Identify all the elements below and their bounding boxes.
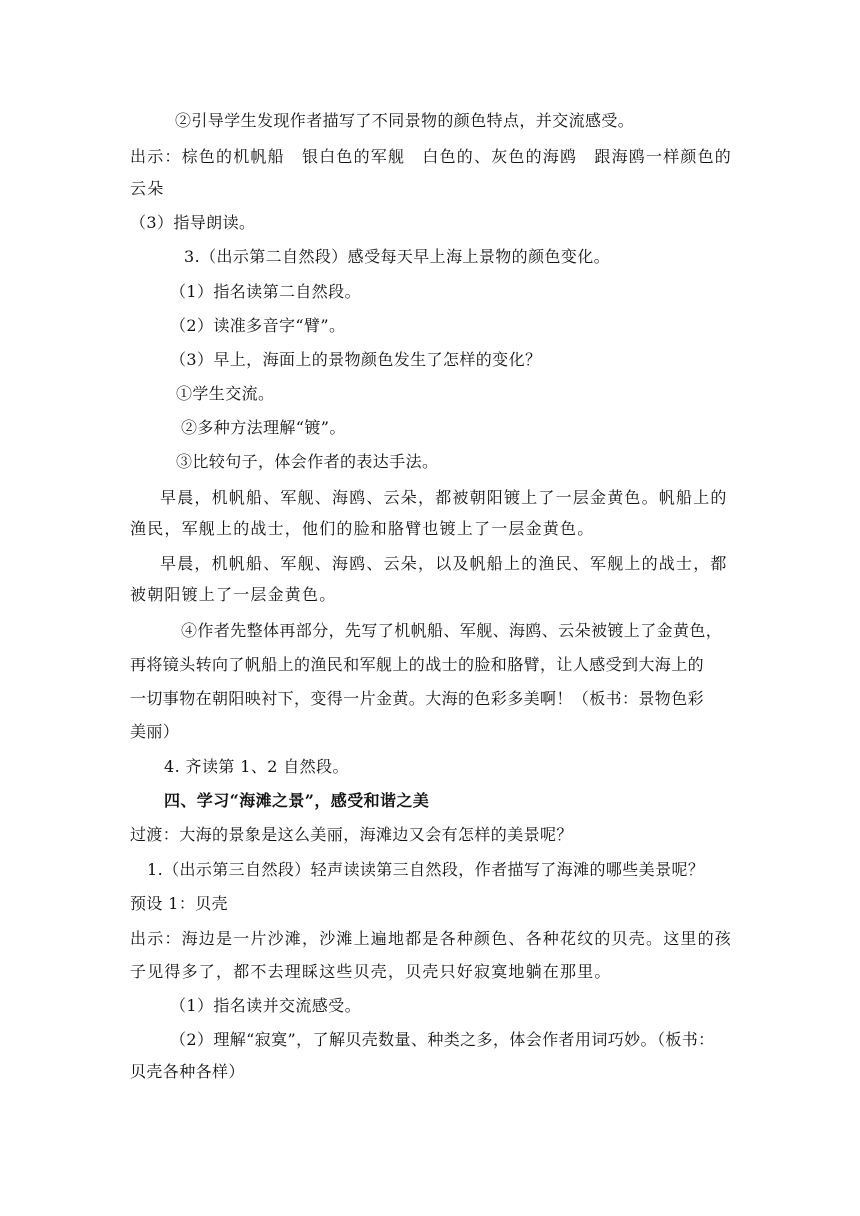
- text-line-6: （1）指名读第二自然段。: [170, 282, 361, 301]
- text-line-17: 再将镜头转向了帆船上的渔民和军舰上的战士的脸和胳臂，让人感受到大海上的: [130, 655, 705, 674]
- text-line-5: 3.（出示第二自然段）感受每天早上海上景物的颜色变化。: [184, 247, 611, 266]
- text-line-4: （3）指导朗读。: [130, 213, 256, 232]
- text-line-22: 过渡：大海的景象是这么美丽，海滩边又会有怎样的美景呢？: [130, 825, 573, 844]
- text-line-18: 一切事物在朝阳映衬下，变得一片金黄。大海的色彩多美啊！（板书：景物色彩: [130, 689, 705, 708]
- text-line-27: （1）指名读并交流感受。: [170, 996, 361, 1015]
- text-line-20: 4. 齐读第 1、2 自然段。: [164, 757, 349, 776]
- text-line-16: ④作者先整体再部分，先写了机帆船、军舰、海鸥、云朵被镀上了金黄色，: [181, 621, 723, 640]
- text-line-2: 出示：棕色的机帆船 银白色的军舰 白色的、灰色的海鸥 跟海鸥一样颜色的: [130, 147, 733, 166]
- text-line-10: ②多种方法理解“镀”。: [181, 418, 346, 437]
- text-line-19: 美丽）: [130, 722, 180, 741]
- text-line-13: 渔民，军舰上的战士，他们的脸和胳臂也镀上了一层金黄色。: [130, 519, 595, 538]
- text-line-14: 早晨，机帆船、军舰、海鸥、云朵，以及帆船上的渔民、军舰上的战士，都: [160, 554, 728, 573]
- section-heading: 四、学习“海滩之景”，感受和谐之美: [164, 791, 430, 810]
- text-line-25: 出示：海边是一片沙滩，沙滩上遍地都是各种颜色、各种花纹的贝壳。这里的孩: [130, 929, 733, 948]
- text-line-29: 贝壳各种各样）: [130, 1062, 245, 1081]
- text-line-23: 1.（出示第三自然段）轻声读读第三自然段，作者描写了海滩的哪些美景呢？: [147, 860, 705, 879]
- text-line-8: （3）早上，海面上的景物颜色发生了怎样的变化？: [170, 350, 542, 369]
- text-line-1: ②引导学生发现作者描写了不同景物的颜色特点，并交流感受。: [175, 111, 635, 130]
- text-line-7: （2）读准多音字“臂”。: [170, 316, 346, 335]
- text-line-28: （2）理解“寂寞”，了解贝壳数量、种类之多，体会作者用词巧妙。（板书：: [170, 1030, 715, 1049]
- text-line-9: ①学生交流。: [176, 384, 275, 403]
- text-line-11: ③比较句子，体会作者的表达手法。: [176, 452, 439, 471]
- text-line-3: 云朵: [130, 179, 165, 198]
- text-line-24: 预设 1：贝壳: [130, 894, 229, 913]
- text-line-26: 子见得多了，都不去理睬这些贝壳，贝壳只好寂寞地躺在那里。: [130, 962, 612, 981]
- text-line-15: 被朝阳镀上了一层金黄色。: [130, 585, 337, 604]
- text-line-12: 早晨，机帆船、军舰、海鸥、云朵，都被朝阳镀上了一层金黄色。帆船上的: [160, 488, 728, 507]
